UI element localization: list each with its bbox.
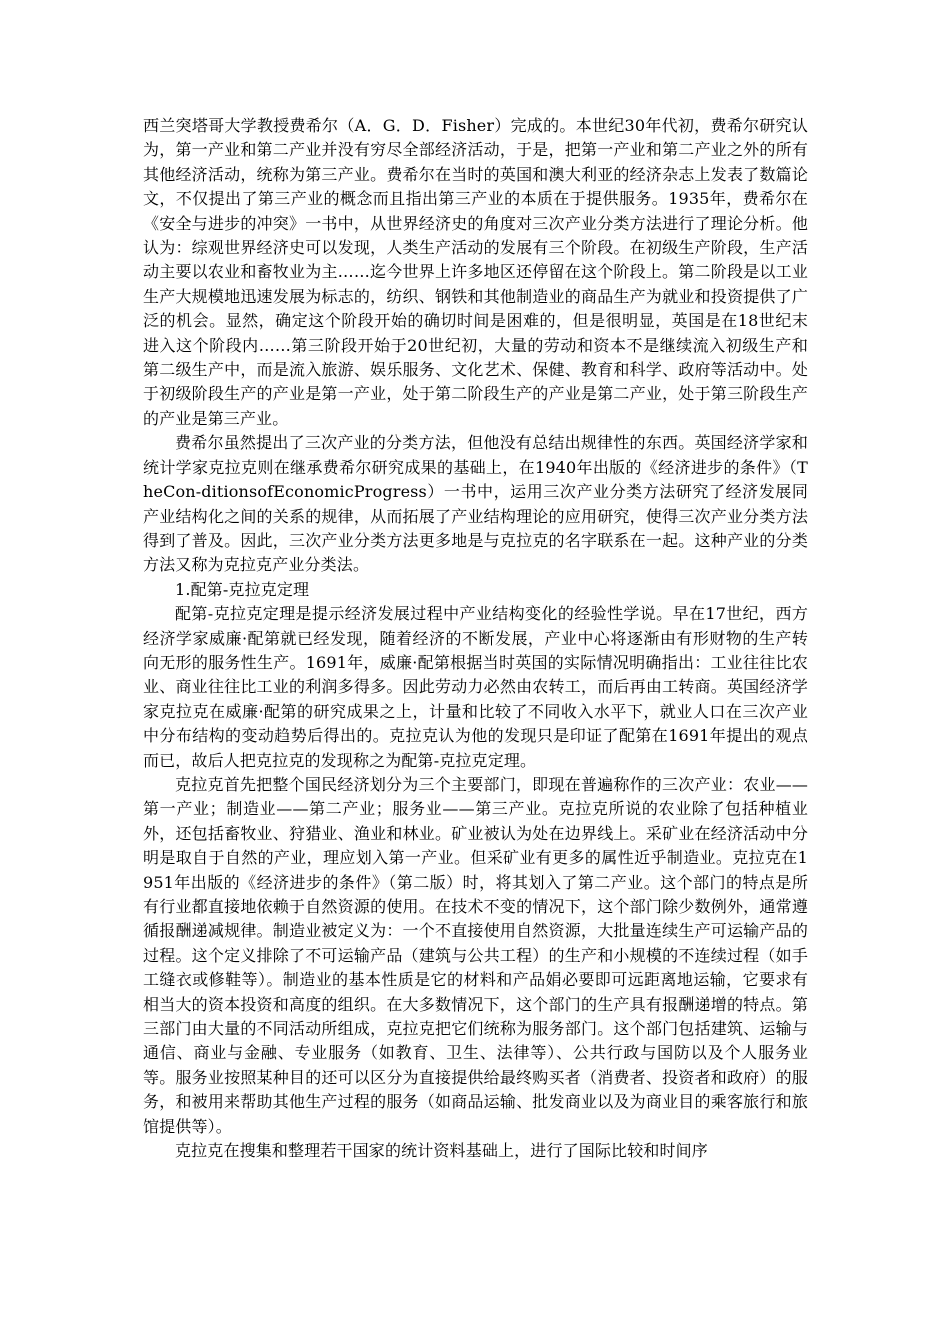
paragraph-clark-classification: 费希尔虽然提出了三次产业的分类方法，但他没有总结出规律性的东西。英国经济学家和统计学家克拉克则在继承费希尔研究成果的基础上，在1940年出版的《经济进步的条件》（TheCon-ditionsofEconomicProgress）一书中，运用三次产业分类方法研究了经济发展同产业结构化之间的关系的规律，从而拓展了产业结构理论的应用研究，使得三次产业分类方法得到了普及。因此，三次产业分类方法更多地是与克拉克的名字联系在一起。这种产业的分类方法又称为克拉克产业分类法。	[143, 433, 808, 575]
section-heading-petty-clark: 1.配第-克拉克定理	[175, 579, 310, 599]
paragraph-petty-clark-theorem: 配第-克拉克定理是提示经济发展过程中产业结构变化的经验性学说。早在17世纪，西方经济学家威廉·配第就已经发现，随着经济的不断发展，产业中心将逐渐由有形财物的生产转向无形的服务性生产。1691年，威廉·配第根据当时英国的实际情况明确指出：工业往往比农业、商业往往比工业的利润多得多。因此劳动力必然由农转工，而后再由工转商。英国经济学家克拉克在威廉·配第的研究成果之上，计量和比较了不同收入水平下，就业人口在三次产业中分布结构的变动趋势后得出的。克拉克认为他的发现只是印证了配第在1691年提出的观点而已，故后人把克拉克的发现称之为配第-克拉克定理。	[143, 604, 808, 770]
paragraph-fisher-background: 西兰突塔哥大学教授费希尔（A．G．D．Fisher）完成的。本世纪30年代初，费希尔研究认为，第一产业和第二产业并没有穷尽全部经济活动，于是，把第一产业和第二产业之外的所有其他经济活动，统称为第三产业。费希尔在当时的英国和澳大利亚的经济杂志上发表了数篇论文，不仅提出了第三产业的概念而且指出第三产业的本质在于提供服务。1935年，费希尔在《安全与进步的冲突》一书中，从世界经济史的角度对三次产业分类方法进行了理论分析。他认为：综观世界经济史可以发现，人类生产活动的发展有三个阶段。在初级生产阶段，生产活动主要以农业和畜牧业为主……迄今世界上许多地区还停留在这个阶段上。第二阶段是以工业生产大规模地迅速发展为标志的，纺织、钢铁和其他制造业的商品生产为就业和投资提供了广泛的机会。显然，确定这个阶段开始的确切时间是困难的，但是很明显，英国是在18世纪末进入这个阶段内……第三阶段开始于20世纪初，大量的劳动和资本不是继续流入初级生产和第二级生产中，而是流入旅游、娱乐服务、文化艺术、保健、教育和科学、政府等活动中。处于初级阶段生产的产业是第一产业，处于第二阶段生产的产业是第二产业，处于第三阶段生产的产业是第三产业。	[143, 116, 808, 428]
document-body	[143, 114, 808, 1163]
paragraph-statistics-comparison: 克拉克在搜集和整理若干国家的统计资料基础上，进行了国际比较和时间序	[175, 1141, 708, 1161]
paragraph-three-sectors: 克拉克首先把整个国民经济划分为三个主要部门，即现在普遍称作的三次产业：农业——第一产业；制造业——第二产业；服务业——第三产业。克拉克所说的农业除了包括种植业外，还包括畜牧业、狩猎业、渔业和林业。矿业被认为处在边界线上。采矿业在经济活动中分明是取自于自然的产业，理应划入第一产业。但采矿业有更多的属性近乎制造业。克拉克在1951年出版的《经济进步的条件》（第二版）时，将其划入了第二产业。这个部门的特点是所有行业都直接地依赖于自然资源的使用。在技术不变的情况下，这个部门除少数例外，通常遵循报酬递减规律。制造业被定义为：一个不直接使用自然资源，大批量连续生产可运输产品的过程。这个定义排除了不可运输产品（建筑与公共工程）的生产和小规模的不连续过程（如手工缝衣或修鞋等）。制造业的基本性质是它的材料和产品娟必要即可远距离地运输，它要求有相当大的资本投资和高度的组织。在大多数情况下，这个部门的生产具有报酬递增的特点。第三部门由大量的不同活动所组成，克拉克把它们统称为服务部门。这个部门包括建筑、运输与通信、商业与金融、专业服务（如教育、卫生、法律等）、公共行政与国防以及个人服务业等。服务业按照某种目的还可以区分为直接提供给最终购买者（消费者、投资者和政府）的服务，和被用来帮助其他生产过程的服务（如商品运输、批发商业以及为商业目的乘客旅行和旅馆提供等）。	[143, 774, 808, 1136]
